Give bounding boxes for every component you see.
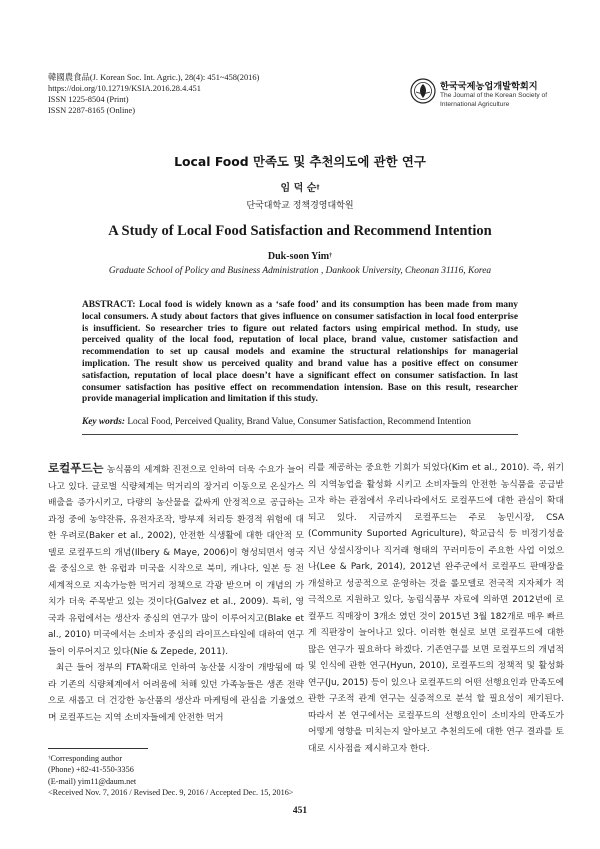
author-korean [0, 179, 600, 194]
footnote-divider [48, 748, 148, 749]
footnote-phone: (Phone) +82-41-550-3356 [48, 765, 134, 775]
doi-link[interactable]: https://doi.org/10.12719/KSIA.2016.28.4.451 [48, 84, 201, 93]
footnote [48, 753, 293, 799]
body-paragraph [48, 460, 304, 660]
issn-print: ISSN 1225-8504 (Print) [48, 95, 129, 104]
journal-meta [48, 72, 259, 116]
footnote-email[interactable]: (E-mail) yim11@daum.net [48, 776, 137, 786]
body-paragraph: 리를 제공하는 중요한 기회가 되었다(Kim et al., 2010). 즉, 위기의 지역농업을 활성화 시키고 소비자들의 안전한 농식품을 공급받고자 하는 관점에서 우리나라에서도 로컬푸드에 대한 관심이 확대되고 있다. 지금까지 로컬푸드는 주로 농민시장, CSA (Community Suported Agriculture), 학교급식 등 비정기성을 지닌 상설시장이나 직거래 형태의 꾸러미등이 주요한 사업 이었으나(Lee & Park, 2014), 2012년 완주군에서 로컬푸드 판매장을 개설하고 성공적으로 운영하는 것을 롤모델로 전국적 지자체가 적극적으로 지원하고 있다, 농림식품부 자료에 의하면 2012년에 로컬푸드 직매장이 3개소 였던 것이 2015년 3월 182개로 매우 빠르게 직판장이 늘어나고 있다. 이러한 현실로 보면 로컬푸드에 대한 많은 연구가 필요하다 하겠다. 기존연구를 보면 로컬푸드의 개념적 및 인식에 관한 연구(Hyun, 2010), 로컬푸드의 정책적 및 활성화 연구(Ju, 2015) 등이 있으나 로컬푸드의 어떤 선행요인과 만족도에 관한 구조적 관계 연구는 실증적으로 분석 할 필요성이 제기된다. 따라서 본 연구에서는 로컬푸드의 선행요인이 소비자의 만족도가 어떻게 영향을 미치는지 알아보고 추천의도에 대한 연구 결과를 토대로 시사점을 제시하고자 한다. [308, 463, 564, 754]
author-english [0, 251, 600, 262]
body-column-left [48, 460, 304, 726]
abstract-divider [82, 434, 518, 435]
author-english-name: Duk-soon Yim [267, 251, 330, 262]
keywords [82, 417, 518, 427]
keywords-list: Local Food, Perceived Quality, Brand Value, Consumer Satisfaction, Recommend Intention [127, 417, 471, 427]
author-korean-name: 임 덕 순 [280, 183, 317, 194]
lead-word: 로컬푸드는 [48, 461, 104, 475]
footnote-dates: <Received Nov. 7, 2016 / Revised Dec. 9, 2016 / Accepted Dec. 15, 2016> [48, 788, 294, 798]
society-seal-icon [410, 78, 436, 104]
body-paragraph: 최근 들어 정부의 FTA확대로 인하여 농산물 시장이 개방됨에 따라 기존의 식량체계에서 어려움에 처해 있던 가족농들은 생존 전략으로 새롭고 더 건강한 농산품의 생산과 마케팅에 관심을 기울였으며 로컬푸드는 지역 소비자들에게 안전한 먹거 [48, 663, 304, 723]
page-number: 451 [292, 806, 308, 816]
footnote-mark: † [48, 756, 51, 762]
body-column-right [308, 460, 564, 757]
issn-online: ISSN 2287-8165 (Online) [48, 106, 136, 115]
corresponding-mark: † [316, 183, 320, 191]
affiliation-korean: 단국대학교 정책경영대학원 [246, 201, 354, 211]
abstract: ABSTRACT: Local food is widely known as a ‘safe food’ and its consumption has been made from many local consumers. A study about factors that gives influence on consumer satisfaction in local food enterprise is insufficient. So researcher tries to figure out related factors using empirical method. In study, use perceived quality of the local food, reputation of local place, brand value, customer satisfaction and recommendation to set up causal models and examine the structural relationships for managerial implication. The result show us perceived quality and brand value has a positive effect on consumer satisfaction, reputation of local place doesn’t have a significant effect on consumer satisfaction. In last consumer satisfaction has positive effect on recommendation intension. Base on this result, researcher provide managerial implication and limitation if this study. [82, 300, 518, 405]
affiliation-english: Graduate School of Policy and Business Administration , Dankook University, Cheonan 31116, Korea [108, 266, 492, 276]
title-english: A Study of Local Food Satisfaction and Recommend Intention [108, 223, 492, 239]
footnote-corresponding: †Corresponding author [48, 754, 123, 763]
title-korean: Local Food 만족도 및 추천의도에 관한 연구 [174, 154, 426, 169]
journal-citation: 韓國農食品(J. Korean Soc. Int. Agric.), 28(4): 451~458(2016) [48, 73, 260, 82]
body-text: 농식품의 세계화 진전으로 인하여 더욱 수요가 늘어나고 있다. 글로벌 식량체계는 먹거리의 장거리 이동으로 온실가스 배출을 증가시키고, 다량의 농산물을 값싸게 안정적으로 공급하는 과정 중에 농약잔류, 유전자조작, 방부제 처리등 환경적 위험에 대한 우려로(Baker et al., 2002), 안전한 식생활에 대한 대안적 모델로 로컬푸드의 개념(Ilbery & Maye, 2006)이 형성되면서 영국을 중심으로 한 유럽과 미국을 시작으로 북미, 캐나다, 일본 등 전 세계적으로 지속가능한 먹거리 정책으로 각광 받으며 이 개념의 가치가 더욱 주목받고 있는 것이다(Galvez et al., 2009). 특히, 영국과 유럽에서는 생산자 중심의 연구가 많이 이루어지고(Blake et al., 2010) 미국에서는 소비자 중심의 라이프스타일에 대하여 연구들이 이루어지고 있다(Nie & Zepede, 2011). [48, 465, 304, 657]
society-name-english: The Journal of the Korean Society of International Agriculture [440, 92, 548, 108]
society-name-korean: 한국국제농업개발학회지 [440, 81, 538, 92]
keywords-label: Key words: [82, 417, 125, 427]
corresponding-mark-english: † [329, 252, 333, 259]
society-logo-block [410, 76, 560, 122]
